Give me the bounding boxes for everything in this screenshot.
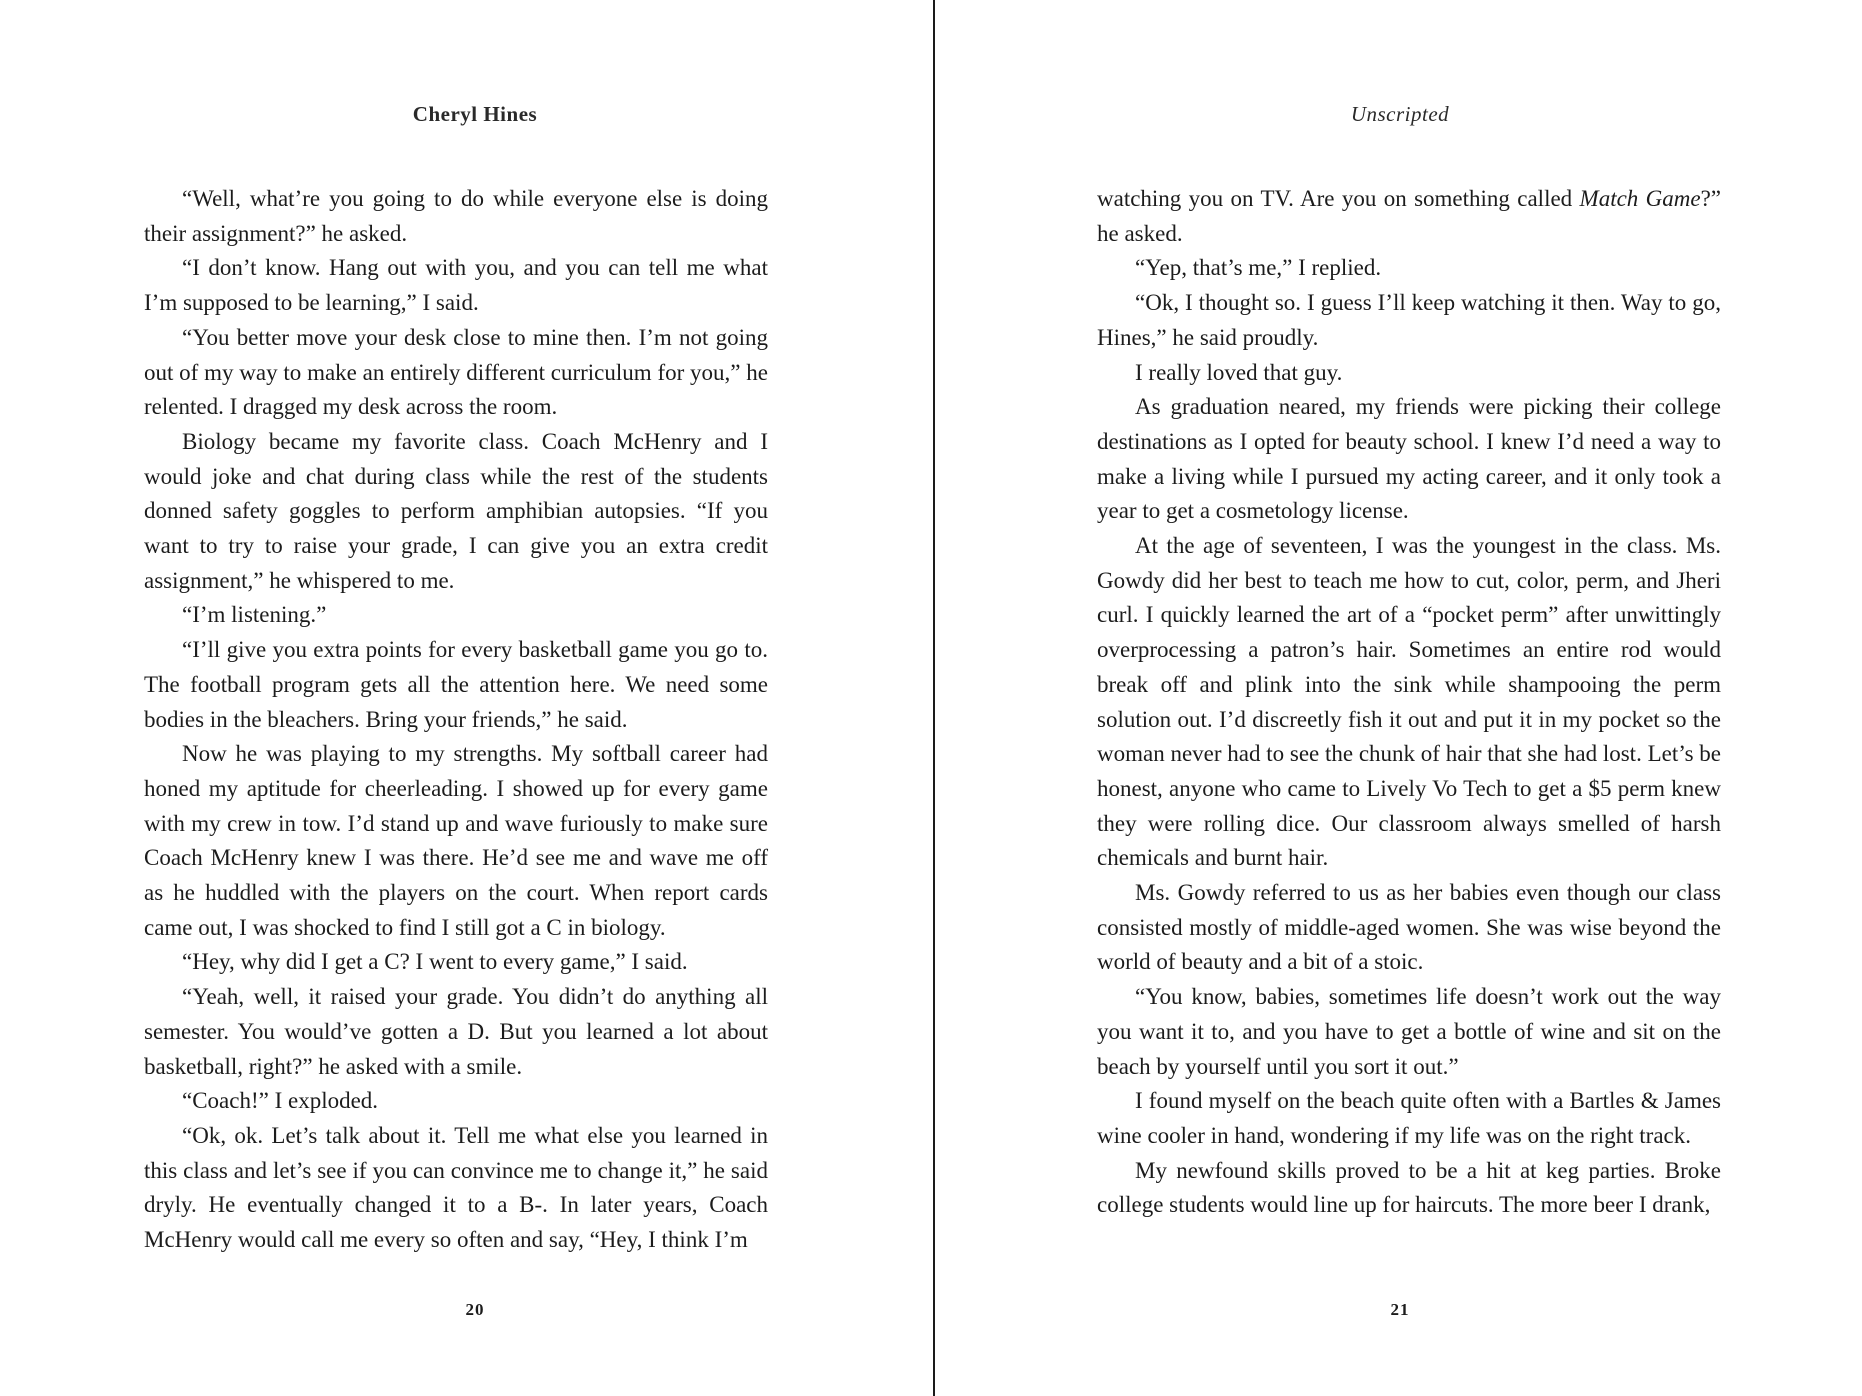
paragraph: “You know, babies, sometimes life doesn’t work out the way you want it to, and you have to get a bottle of wine and sit on the beach by yourself until you sort it out.”: [1097, 984, 1721, 1079]
running-head-book-title: Unscripted: [1350, 102, 1450, 126]
paragraph: Biology became my favorite class. Coach McHenry and I would joke and chat during class while the rest of the students donned safety goggles to perform amphibian autopsies. “If you want to try to raise your grade, I can give you an extra credit assignment,” he whispered to me.: [144, 428, 768, 593]
paragraph: “Ok, ok. Let’s talk about it. Tell me what else you learned in this class and let’s see if you can convince me to change it,” he said dryly. He eventually changed it to a B-. In later years, Coach McHenry would call me every so often and say, “Hey, I think I’m: [144, 1122, 768, 1253]
paragraph: “Yep, that’s me,” I replied.: [1135, 255, 1382, 281]
left-page: [0, 0, 930, 1396]
paragraph: “I don’t know. Hang out with you, and you can tell me what I’m supposed to be learning,” I said.: [144, 255, 768, 316]
continued-text-end: ?” he asked.: [1097, 186, 1722, 246]
paragraph: “Yeah, well, it raised your grade. You didn’t do anything all semester. You would’ve gotten a D. But you learned a lot about basketball, right?” he asked with a smile.: [144, 984, 768, 1079]
page-number: 20: [465, 1300, 485, 1319]
paragraph: “I’ll give you extra points for every basketball game you go to. The football program gets all the attention here. We need some bodies in the bleachers. Bring your friends,” he said.: [144, 637, 768, 732]
paragraph: “I’m listening.”: [182, 602, 327, 628]
right-page: [935, 0, 1862, 1396]
paragraph: “You better move your desk close to mine then. I’m not going out of my way to make an entirely different curriculum for you,” he relented. I dragged my desk across the room.: [144, 324, 768, 420]
paragraph: I really loved that guy.: [1135, 359, 1343, 385]
paragraph: Ms. Gowdy referred to us as her babies even though our class consisted mostly of middle-aged women. She was wise beyond the world of beauty and a bit of a stoic.: [1097, 880, 1721, 975]
right-page-body: [1097, 182, 1721, 1223]
show-title: Match Game: [1579, 186, 1701, 211]
continued-text: watching you on TV. Are you on something called: [1097, 186, 1580, 211]
paragraph: “Well, what’re you going to do while everyone else is doing their assignment?” he asked.: [144, 186, 768, 246]
running-head-author: Cheryl Hines: [412, 102, 538, 126]
paragraph: My newfound skills proved to be a hit at keg parties. Broke college students would line up for haircuts. The more beer I drank,: [1097, 1157, 1721, 1218]
paragraph: At the age of seventeen, I was the youngest in the class. Ms. Gowdy did her best to teach me how to cut, color, perm, and Jheri curl. I quickly learned the art of a “pocket perm” after unwittingly overprocessing a patron’s hair. Sometimes an entire rod would break off and plink into the sink while shampooing the perm solution out. I’d discreetly fish it out and put it in my pocket so the woman never had to see the chunk of hair that she had lost. Let’s be honest, anyone who came to Lively Vo Tech to get a $5 perm knew they were rolling dice. Our classroom always smelled of harsh chemicals and burnt hair.: [1097, 533, 1722, 871]
continued-paragraph: [1097, 182, 1721, 251]
paragraph: Now he was playing to my strengths. My softball career had honed my aptitude for cheerleading. I showed up for every game with my crew in tow. I’d stand up and wave furiously to make sure Coach McHenry knew I was there. He’d see me and wave me off as he huddled with the players on the court. When report cards came out, I was shocked to find I still got a C in biology.: [144, 741, 768, 940]
paragraph: “Ok, I thought so. I guess I’ll keep watching it then. Way to go, Hines,” he said proudly.: [1097, 290, 1721, 350]
paragraph: “Coach!” I exploded.: [182, 1088, 379, 1114]
page-number: 21: [1390, 1300, 1410, 1319]
paragraph: “Hey, why did I get a C? I went to every game,” I said.: [182, 949, 688, 975]
left-page-body: [144, 182, 768, 1258]
paragraph: I found myself on the beach quite often with a Bartles & James wine cooler in hand, wondering if my life was on the right track.: [1097, 1088, 1721, 1148]
paragraph: As graduation neared, my friends were picking their college destinations as I opted for beauty school. I knew I’d need a way to make a living while I pursued my acting career, and it only took a year to get a cosmetology license.: [1097, 394, 1721, 524]
